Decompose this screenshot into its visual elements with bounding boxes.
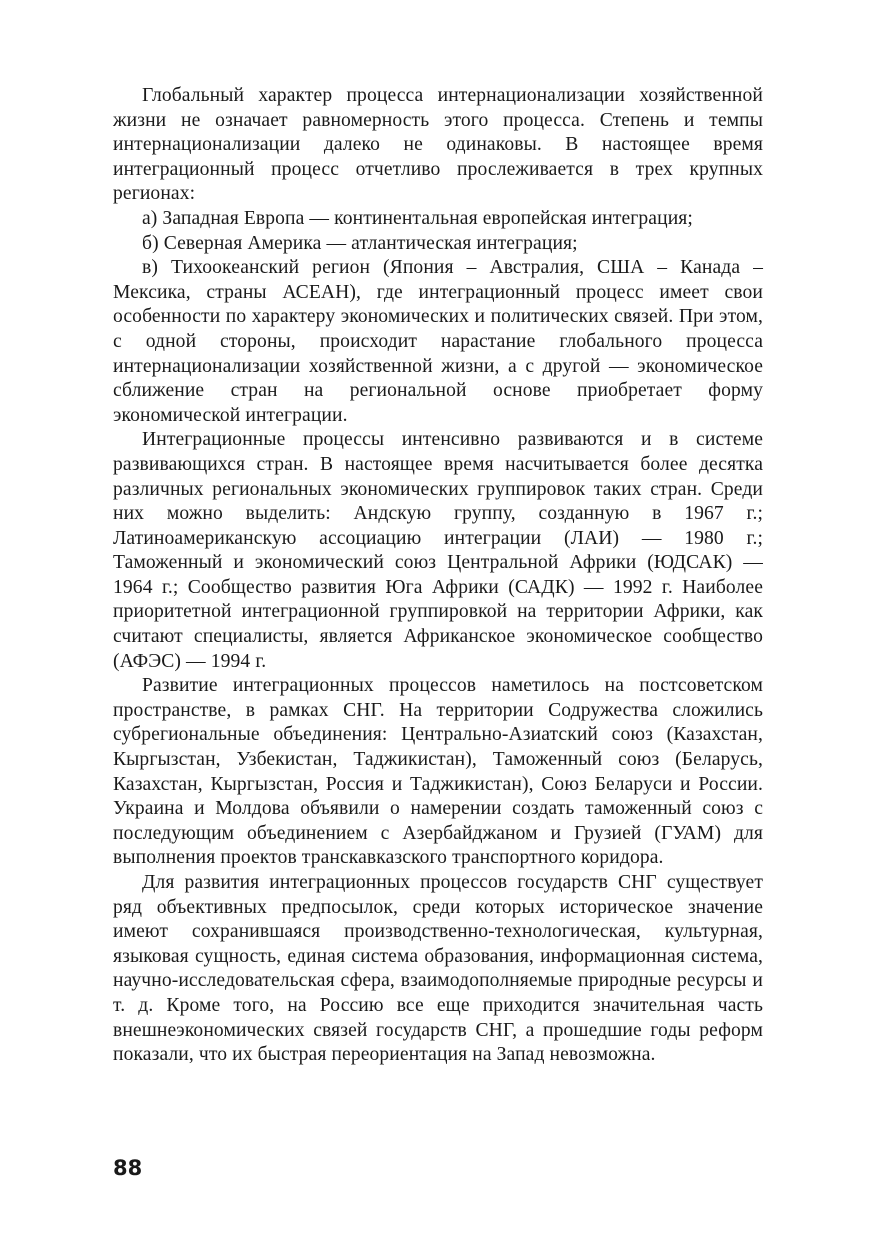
paragraph-intro: Глобальный характер процесса интернационализации хозяйственной жизни не означает равномерность этого процесса. Степень и темпы интернационализации далеко не одинаковы. В настоящее время интеграционный процесс отчетливо прослеживается в трех крупных регионах: — [113, 85, 763, 205]
page-number: 88 — [113, 1156, 143, 1180]
paragraph-developing-countries: Интеграционные процессы интенсивно развиваются и в системе развивающихся стран. В настоящее время насчитывается более десятка различных региональных экономических группировок таких стран. Среди них можно выделить: Андскую группу, созданную в 1967 г.; Латиноамериканскую ассоциацию интеграции (ЛАИ) — 1980 г.; Таможенный и экономический союз Центральной Африки (ЮДСАК) — 1964 г.; Сообщество развития Юга Африки (САДК) — 1992 г. Наиболее приоритетной интеграционной группировкой на территории Африки, как считают специалисты, является Африканское экономическое сообщество (АФЭС) — 1994 г. — [113, 429, 763, 672]
list-item-pacific-region: в) Тихоокеанский регион (Япония – Австралия, США – Канада – Мексика, страны АСЕАН), где интеграционный процесс имеет свои особенности по характеру экономических и политических связей. При этом, с одной стороны, происходит нарастание глобального процесса интернационализации хозяйственной жизни, а с другой — экономическое сближение стран на региональной основе приобретает форму экономической интеграции. — [113, 257, 763, 426]
paragraph-post-soviet-space: Развитие интеграционных процессов наметилось на постсоветском пространстве, в рамках СНГ. На территории Содружества сложились субрегиональные объединения: Центрально-Азиатский союз (Казахстан, Кыргызстан, Узбекистан, Таджикистан), Таможенный союз (Беларусь, Казахстан, Кыргызстан, Россия и Таджикистан), Союз Беларуси и России. Украина и Молдова объявили о намерении создать таможенный союз с последующим объединением с Азербайджаном и Грузией (ГУАМ) для выполнения проектов транскавказского транспортного коридора. — [113, 675, 763, 869]
list-item-north-america: б) Северная Америка — атлантическая интеграция; — [142, 232, 578, 254]
paragraph-cis-preconditions: Для развития интеграционных процессов государств СНГ существует ряд объективных предпосылок, среди которых историческое значение имеют сохранившаяся производственно-технологическая, культурная, языковая сущность, единая система образования, информационная система, научно-исследовательская сфера, взаимодополняемые природные ресурсы и т. д. Кроме того, на Россию все еще приходится значительная часть внешнеэкономических связей государств СНГ, а прошедшие годы реформ показали, что их быстрая переориентация на Запад невозможна. — [113, 872, 763, 1066]
page-body-text — [113, 84, 763, 1068]
list-item-western-europe: а) Западная Европа — континентальная европейская интеграция; — [142, 207, 693, 229]
